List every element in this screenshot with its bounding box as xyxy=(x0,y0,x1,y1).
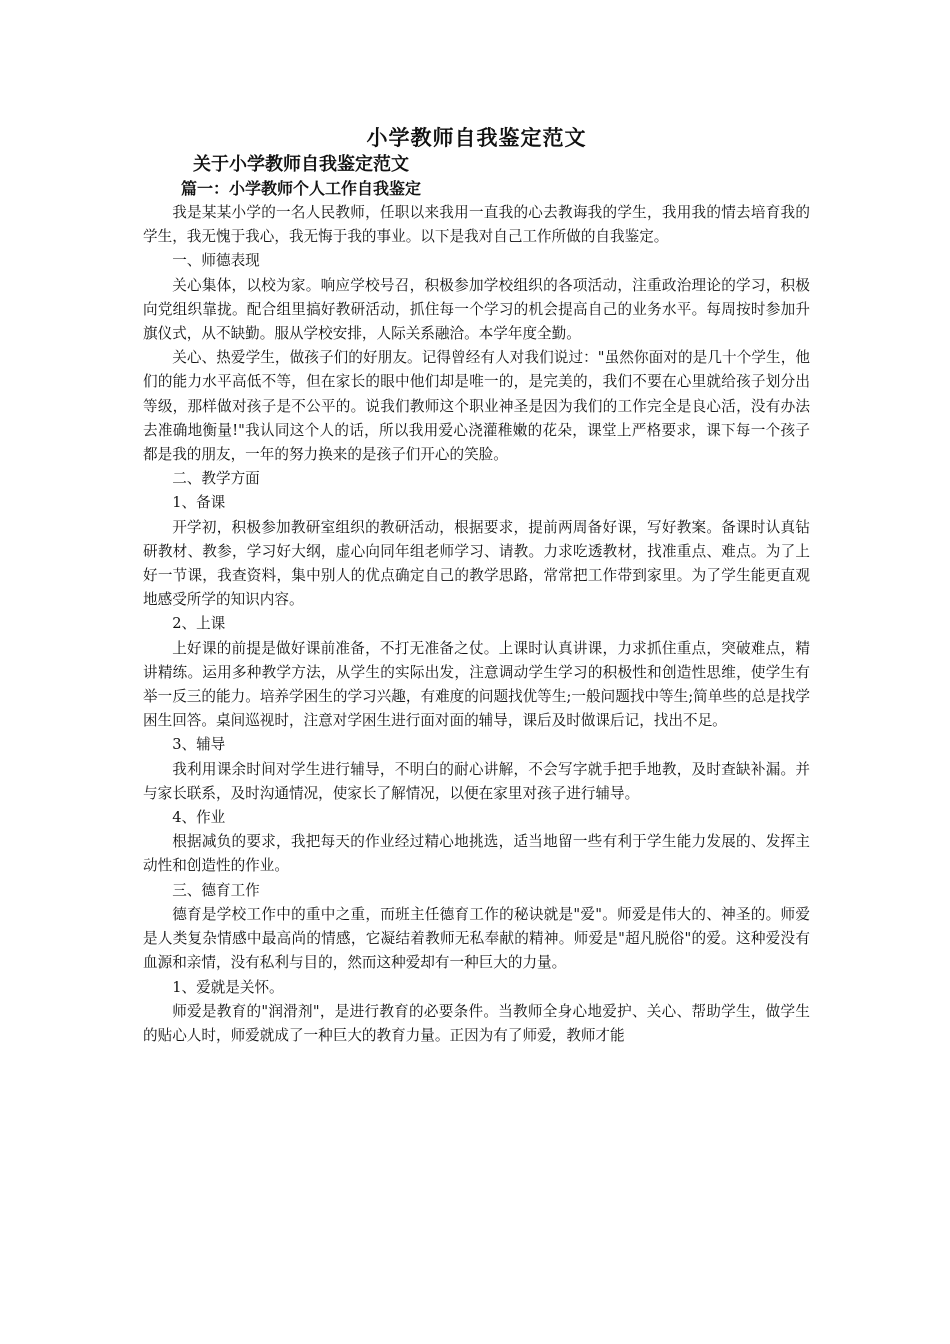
section-heading: 篇一：小学教师个人工作自我鉴定 xyxy=(181,179,422,198)
section-heading-ethics: 一、师德表现 xyxy=(172,252,260,270)
paragraph: 德育是学校工作中的重中之重，而班主任德育工作的秘诀就是"爱"。师爱是伟大的、神圣的。师爱是人类复杂情感中最高尚的情感，它凝结着教师无私奉献的精神。师爱是"超凡脱俗"的爱。这种爱没有血源和亲情，没有私利与目的，然而这种爱却有一种巨大的力量。 xyxy=(143,905,810,972)
document-subtitle: 关于小学教师自我鉴定范文 xyxy=(193,154,409,175)
paragraph: 我是某某小学的一名人民教师，任职以来我用一直我的心去教诲我的学生，我用我的情去培育我的学生，我无愧于我心，我无悔于我的事业。以下是我对自己工作所做的自我鉴定。 xyxy=(143,204,810,246)
subheading-lesson-prep: 1、备课 xyxy=(172,494,226,512)
paragraph: 师爱是教育的"润滑剂"，是进行教育的必要条件。当教师全身心地爱护、关心、帮助学生，做学生的贴心人时，师爱就成了一种巨大的教育力量。正因为有了师爱，教师才能 xyxy=(143,1002,810,1044)
subheading-homework: 4、作业 xyxy=(172,809,226,827)
subheading-love-care: 1、爱就是关怀。 xyxy=(172,978,284,996)
paragraph: 上好课的前提是做好课前准备，不打无准备之仗。上课时认真讲课，力求抓住重点，突破难点，精讲精练。运用多种教学方法，从学生的实际出发，注意调动学生学习的积极性和创造性思维，使学生有举一反三的能力。培养学困生的学习兴趣，有难度的问题找优等生;一般问题找中等生;简单些的总是找学困生回答。桌间巡视时，注意对学困生进行面对面的辅导，课后及时做课后记，找出不足。 xyxy=(143,639,810,730)
subheading-class: 2、上课 xyxy=(172,615,226,633)
paragraph: 根据减负的要求，我把每天的作业经过精心地挑选，适当地留一些有利于学生能力发展的、发挥主动性和创造性的作业。 xyxy=(143,833,810,875)
paragraph: 我利用课余时间对学生进行辅导，不明白的耐心讲解，不会写字就手把手地教，及时查缺补漏。并与家长联系，及时沟通情况，使家长了解情况，以便在家里对孩子进行辅导。 xyxy=(143,760,810,802)
paragraph: 关心集体，以校为家。响应学校号召，积极参加学校组织的各项活动，注重政治理论的学习，积极向党组织靠拢。配合组里搞好教研活动，抓住每一个学习的机会提高自己的业务水平。每周按时参加升旗仪式，从不缺勤。服从学校安排，人际关系融洽。本学年度全勤。 xyxy=(143,276,810,343)
section-heading-teaching: 二、教学方面 xyxy=(172,470,260,488)
paragraph: 开学初，积极参加教研室组织的教研活动，根据要求，提前两周备好课，写好教案。备课时认真钻研教材、教参，学习好大纲，虚心向同年组老师学习、请教。力求吃透教材，找准重点、难点。为了上好一节课，我查资料，集中别人的优点确定自己的教学思路，常常把工作带到家里。为了学生能更直观地感受所学的知识内容。 xyxy=(143,518,810,609)
document-title: 小学教师自我鉴定范文 xyxy=(366,125,587,150)
document-body xyxy=(143,124,810,1048)
section-heading-moral: 三、德育工作 xyxy=(172,881,260,899)
paragraph: 关心、热爱学生，做孩子们的好朋友。记得曾经有人对我们说过："虽然你面对的是几十个学生，他们的能力水平高低不等，但在家长的眼中他们却是唯一的，是完美的，我们不要在心里就给孩子划分出等级，那样做对孩子是不公平的。说我们教师这个职业神圣是因为我们的工作完全是良心活，没有办法去准确地衡量!"我认同这个人的话，所以我用爱心浇灌稚嫩的花朵，课堂上严格要求，课下每一个孩子都是我的朋友，一年的努力换来的是孩子们开心的笑脸。 xyxy=(143,349,810,464)
subheading-tutoring: 3、辅导 xyxy=(172,736,226,754)
